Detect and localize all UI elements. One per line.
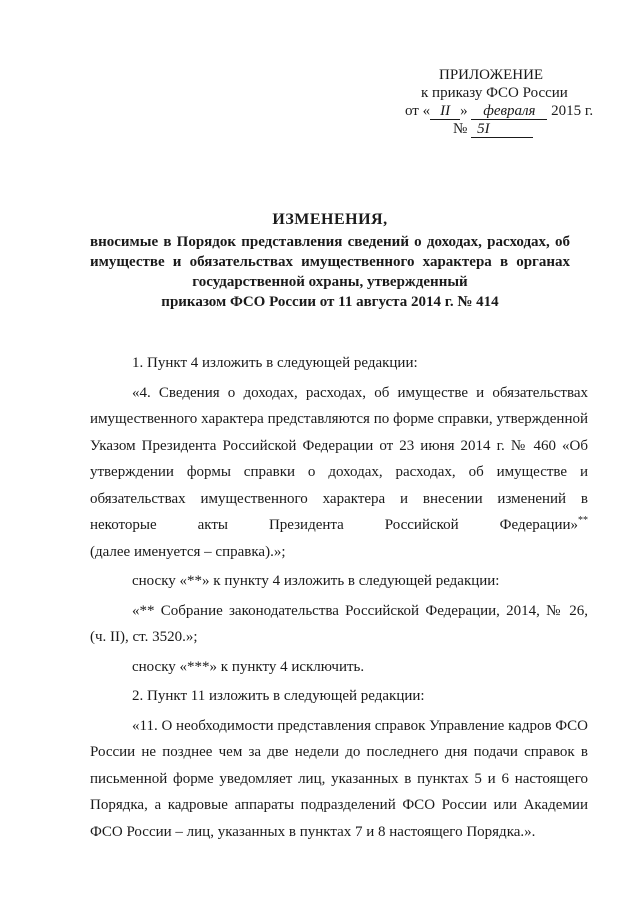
- appendix-number-line: [395, 120, 595, 138]
- appendix-title: ПРИЛОЖЕНИЕ: [439, 67, 544, 83]
- date-day: II: [430, 104, 460, 120]
- date-year: 2015 г.: [551, 103, 594, 119]
- order-number: 5I: [471, 122, 533, 138]
- paragraph-item-4-tail: (далее именуется – справка).»;: [90, 543, 286, 560]
- paragraph-footnote-remove: сноску «***» к пункту 4 исключить.: [132, 658, 365, 675]
- paragraph-item-2: 2. Пункт 11 изложить в следующей редакции:: [132, 688, 425, 704]
- number-prefix: №: [453, 121, 468, 137]
- paragraph-item-1: 1. Пункт 4 изложить в следующей редакции:: [132, 355, 418, 371]
- date-month: февраля: [471, 104, 547, 120]
- document-subtitle: вносимые в Порядок представления сведений о доходах, расходах, об имуществе и обязательствах имущественного характера в органах государственной охраны, утвержденный: [90, 234, 570, 290]
- document-body: [90, 350, 588, 845]
- appendix-date-line: [395, 102, 595, 120]
- document-title: ИЗМЕНЕНИЯ,: [272, 211, 388, 228]
- paragraph-footnote-change: сноску «**» к пункту 4 изложить в следующей редакции:: [132, 573, 500, 589]
- paragraph-item-11-text: «11. О необходимости представления справок Управление кадров ФСО России не позднее чем за две недели до последнего дня подачи справок в письменной форме уведомляет лиц, указанных в пунктах 5 и 6 настоящего Порядка, а кадровые аппараты подразделений ФСО России или Академии ФСО России – лиц, указанных в пунктах 7 и 8 настоящего Порядка.».: [90, 717, 588, 840]
- appendix-block: [395, 66, 595, 138]
- paragraph-footnote-text: «** Собрание законодательства Российской Федерации, 2014, № 26, (ч. II), ст. 3520.»;: [90, 602, 588, 645]
- paragraph-item-4-main: «4. Сведения о доходах, расходах, об имуществе и обязательствах имущественного характера представляются по форме справки, утвержденной Указом Президента Российской Федерации от 23 июня 2014 г. № 460 «Об утверждении формы справки о доходах, расходах, об имуществе и обязательствах имущественного характера и внесении изменений в некоторые акты Президента Российской Федерации»: [90, 384, 588, 533]
- date-prefix: от «: [405, 103, 431, 119]
- appendix-order-line: к приказу ФСО России: [421, 85, 568, 101]
- document-subtitle-last: приказом ФСО России от 11 августа 2014 г. № 414: [161, 294, 499, 310]
- document-heading: [90, 210, 570, 312]
- footnote-mark: **: [578, 515, 588, 526]
- date-mid: »: [460, 103, 468, 119]
- paragraph-item-4-text: [90, 380, 588, 539]
